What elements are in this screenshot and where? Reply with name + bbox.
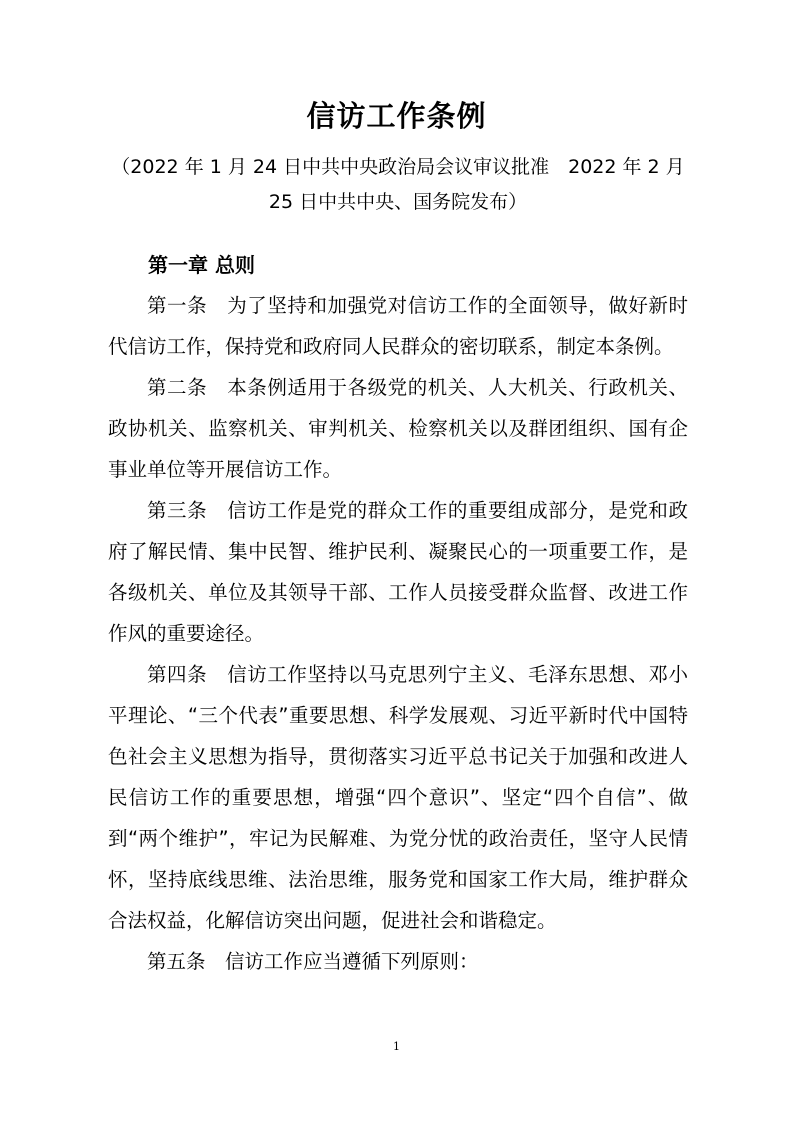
document-body xyxy=(108,285,688,982)
document-subtitle: （2022 年 1 月 24 日中共中央政治局会议审议批准 2022 年 2 月 25 日中共中央、国务院发布） xyxy=(111,156,685,213)
article-2-paragraph: 第二条 本条例适用于各级党的机关、人大机关、行政机关、政协机关、监察机关、审判机关、检察机关以及群团组织、国有企事业单位等开展信访工作。 xyxy=(108,376,688,481)
article-4-paragraph: 第四条 信访工作坚持以马克思列宁主义、毛泽东思想、邓小平理论、“三个代表”重要思想、科学发展观、习近平新时代中国特色社会主义思想为指导，贯彻落实习近平总书记关于加强和改进人民信访工作的重要思想，增强“四个意识”、坚定“四个自信”、做到“两个维护”，牢记为民解难、为党分忧的政治责任，坚守人民情怀，坚持底线思维、法治思维，服务党和国家工作大局，维护群众合法权益，化解信访突出问题，促进社会和谐稳定。 xyxy=(108,663,688,932)
document-title: 信访工作条例 xyxy=(306,99,487,133)
chapter-heading: 第一章 总则 xyxy=(148,253,255,277)
article-1-paragraph: 第一条 为了坚持和加强党对信访工作的全面领导，做好新时代信访工作，保持党和政府同人民群众的密切联系，制定本条例。 xyxy=(108,294,688,358)
page-number: 1 xyxy=(393,1040,400,1053)
article-3-paragraph: 第三条 信访工作是党的群众工作的重要组成部分，是党和政府了解民情、集中民智、维护民利、凝聚民心的一项重要工作，是各级机关、单位及其领导干部、工作人员接受群众监督、改进工作作风的重要途径。 xyxy=(108,499,688,645)
article-5-paragraph: 第五条 信访工作应当遵循下列原则： xyxy=(147,950,479,973)
